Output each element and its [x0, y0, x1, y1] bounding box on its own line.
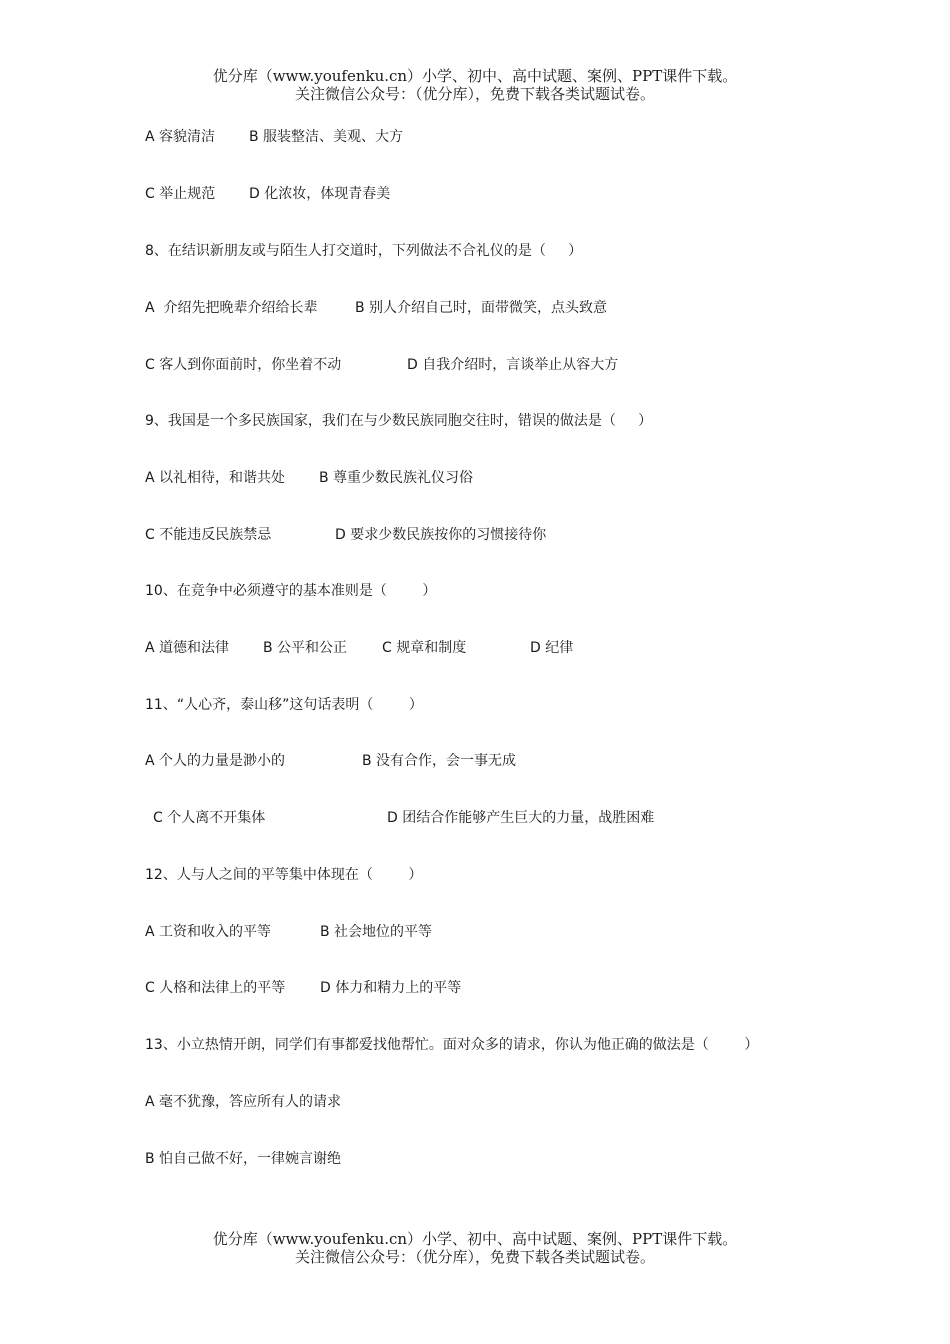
q8-option-b: B 别人介绍自己时，面带微笑，点头致意 [355, 300, 608, 316]
q9-question: 9、我国是一个多民族国家，我们在与少数民族同胞交往时，错误的做法是（ ） [145, 413, 653, 429]
q7-options-row-1 [145, 128, 404, 182]
page-footer [0, 1230, 950, 1266]
q8-option-d: D 自我介绍时，言谈举止从容大方 [407, 357, 619, 373]
q9-option-a: A 以礼相待，和谐共处 [145, 470, 286, 486]
q11-option-a: A 个人的力量是渺小的 [145, 753, 286, 769]
footer-line-1: 优分库（www.youfenku.cn）小学、初中、高中试题、案例、PPT课件下载。 [212, 1230, 738, 1248]
q8-options-row-2 [145, 356, 619, 410]
q9-options-row-2 [145, 526, 547, 580]
q13-option-a: A 毫不犹豫，答应所有人的请求 [145, 1094, 342, 1110]
q8-option-a: A 介绍先把晚辈介绍给长辈 [145, 300, 318, 316]
q10-option-b: B 公平和公正 [263, 640, 348, 656]
q12-option-d: D 体力和精力上的平等 [320, 980, 462, 996]
q8-question: 8、在结识新朋友或与陌生人打交道时，下列做法不合礼仪的是（ ） [145, 243, 583, 259]
q7-option-d: D 化浓妆，体现青春美 [249, 186, 391, 202]
q9-option-b: B 尊重少数民族礼仪习俗 [319, 470, 474, 486]
q8-options-row-1 [145, 299, 608, 353]
q12-option-a: A 工资和收入的平等 [145, 924, 272, 940]
q7-options-row-2 [145, 185, 391, 239]
q13-question: 13、小立热情开朗，同学们有事都爱找他帮忙。面对众多的请求，你认为他正确的做法是（ ） [145, 1037, 759, 1053]
footer-line-2: 关注微信公众号：（优分库），免费下载各类试题试卷。 [294, 1248, 655, 1266]
q11-option-b: B 没有合作，会一事无成 [362, 753, 517, 769]
q11-option-d: D 团结合作能够产生巨大的力量，战胜困难 [387, 810, 655, 826]
q9-option-d: D 要求少数民族按你的习惯接待你 [335, 527, 547, 543]
q12-option-c: C 人格和法律上的平等 [145, 980, 286, 996]
header-line-2: 关注微信公众号：（优分库），免费下载各类试题试卷。 [294, 85, 655, 103]
q11-option-c: C 个人离不开集体 [153, 810, 266, 826]
q12-options-row-1 [145, 923, 433, 977]
q11-question: 11、“人心齐，泰山移”这句话表明（ ） [145, 697, 423, 713]
q10-option-a: A 道德和法律 [145, 640, 230, 656]
q9-options-row-1 [145, 469, 474, 523]
q11-options-row-2 [145, 809, 655, 863]
page-header [0, 67, 950, 103]
q12-option-b: B 社会地位的平等 [320, 924, 433, 940]
q10-option-d: D 纪律 [530, 640, 574, 656]
q7-option-c: C 举止规范 [145, 186, 216, 202]
q11-options-row-1 [145, 752, 517, 806]
q13-option-b: B 怕自己做不好，一律婉言谢绝 [145, 1151, 342, 1167]
q7-option-a: A 容貌清洁 [145, 129, 216, 145]
q9-option-c: C 不能违反民族禁忌 [145, 527, 272, 543]
q10-option-c: C 规章和制度 [382, 640, 467, 656]
header-line-1: 优分库（www.youfenku.cn）小学、初中、高中试题、案例、PPT课件下载。 [212, 67, 738, 85]
q7-option-b: B 服装整洁、美观、大方 [249, 129, 404, 145]
q8-option-c: C 客人到你面前时，你坐着不动 [145, 357, 342, 373]
q10-question: 10、在竞争中必须遵守的基本准则是（ ） [145, 583, 437, 599]
q12-options-row-2 [145, 979, 462, 1033]
q12-question: 12、人与人之间的平等集中体现在（ ） [145, 867, 423, 883]
